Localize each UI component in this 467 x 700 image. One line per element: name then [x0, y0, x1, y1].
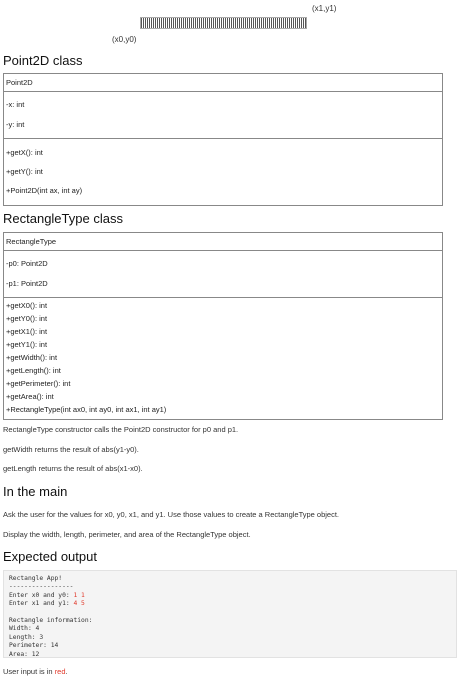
- constructor-note: RectangleType constructor calls the Point2D constructor for p0 and p1.: [3, 425, 239, 434]
- console-line: Length: 3: [9, 633, 44, 641]
- main-instruction: Ask the user for the values for x0, y0, x1, and y1. Use those values to create a RectangleType object.: [3, 510, 340, 519]
- console-output: [3, 570, 457, 658]
- point-p1-label: (x1,y1): [312, 4, 337, 13]
- point2d-heading: Point2D class: [3, 53, 83, 68]
- main-heading: In the main: [3, 484, 68, 499]
- attribute-row: -y: int: [6, 120, 25, 129]
- method-row: +Point2D(int ax, int ay): [6, 186, 83, 195]
- rectangletype-heading: RectangleType class: [3, 211, 123, 226]
- console-line: Perimeter: 14: [9, 642, 59, 650]
- attribute-row: -p1: Point2D: [6, 279, 48, 288]
- rectangletype-methods: [4, 297, 442, 419]
- point2d-uml-box: [3, 73, 443, 206]
- console-prompt: Enter x1 and y1:: [9, 600, 74, 608]
- method-row: +RectangleType(int ax0, int ay0, int ax1, int ay1): [6, 405, 167, 414]
- console-prompt: Enter x0 and y0:: [9, 591, 74, 599]
- method-row: +getWidth(): int: [6, 353, 58, 362]
- class-name: Point2D: [6, 78, 33, 87]
- console-line: [9, 600, 451, 608]
- getlength-note: getLength returns the result of abs(x1-x0).: [3, 464, 143, 473]
- expected-output-heading: Expected output: [3, 549, 97, 564]
- method-row: +getPerimeter(): int: [6, 379, 71, 388]
- rectangletype-name-section: [4, 233, 442, 250]
- attribute-row: -x: int: [6, 100, 25, 109]
- console-line: Rectangle App!: [9, 575, 63, 582]
- method-row: +getX1(): int: [6, 327, 48, 336]
- method-row: +getY1(): int: [6, 340, 48, 349]
- console-line: [9, 592, 451, 600]
- console-line: Area: 12: [9, 650, 40, 658]
- console-line: -----------------: [9, 583, 74, 591]
- user-input: 4 5: [73, 600, 85, 608]
- method-row: +getY(): int: [6, 167, 43, 176]
- input-color-note: [3, 667, 68, 676]
- rectangletype-attributes: [4, 250, 442, 297]
- method-row: +getLength(): int: [6, 366, 61, 375]
- class-name: RectangleType: [6, 237, 57, 246]
- console-line: Rectangle information:: [9, 616, 93, 624]
- rectangle-illustration: [140, 17, 307, 29]
- console-blank-line: [9, 609, 451, 617]
- point2d-methods: [4, 138, 442, 205]
- user-input: 1 1: [73, 591, 85, 599]
- getwidth-note: getWidth returns the result of abs(y1-y0).: [3, 445, 139, 454]
- point2d-attributes: [4, 91, 442, 138]
- rectangle-diagram: [0, 0, 467, 50]
- red-word: red: [54, 667, 66, 676]
- rectangletype-uml-box: [3, 232, 443, 420]
- point2d-name-section: [4, 74, 442, 91]
- method-row: +getArea(): int: [6, 392, 54, 401]
- note-text: User input is in: [3, 667, 55, 676]
- console-line: Width: 4: [9, 625, 40, 633]
- note-text: .: [65, 667, 68, 676]
- point-p0-label: (x0,y0): [112, 35, 137, 44]
- method-row: +getX(): int: [6, 148, 43, 157]
- attribute-row: -p0: Point2D: [6, 259, 48, 268]
- main-instruction: Display the width, length, perimeter, and area of the RectangleType object.: [3, 530, 251, 539]
- method-row: +getY0(): int: [6, 314, 48, 323]
- method-row: +getX0(): int: [6, 301, 48, 310]
